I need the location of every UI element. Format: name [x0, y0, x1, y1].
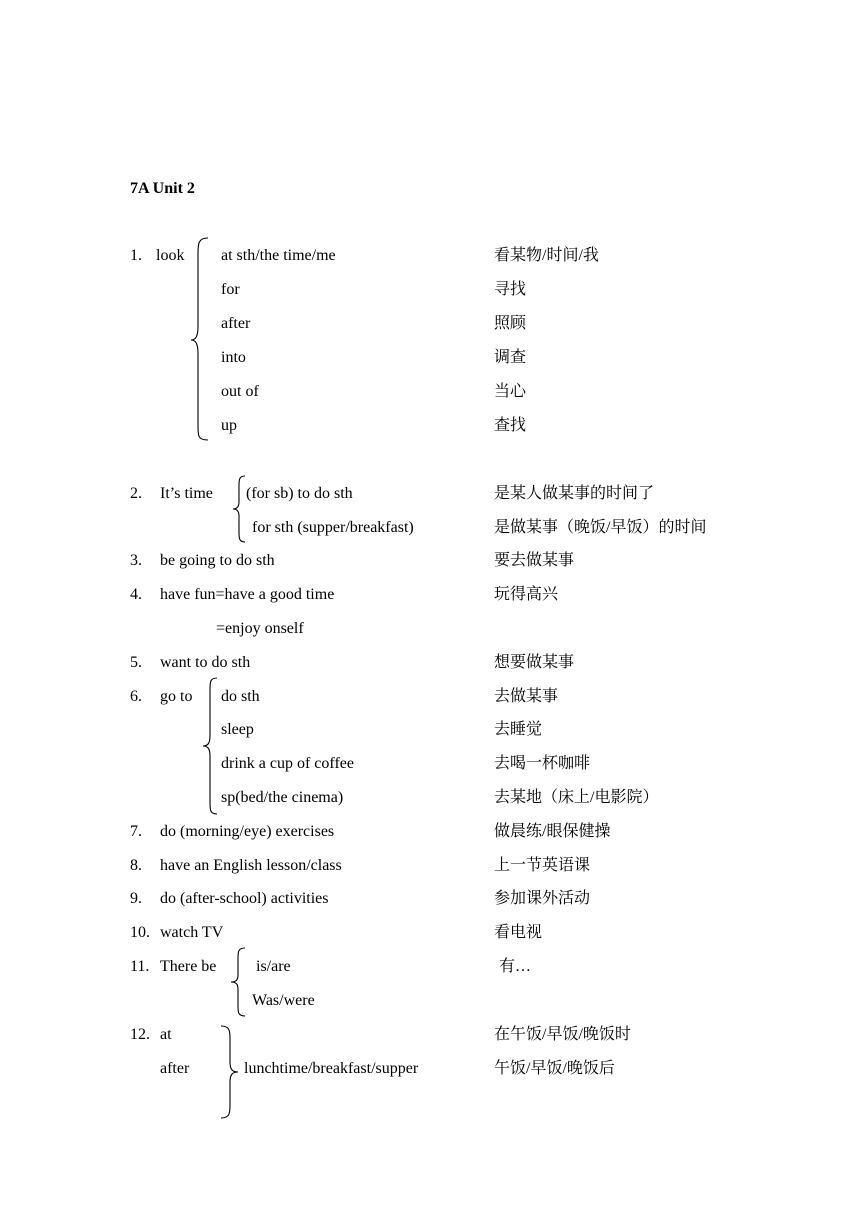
item-number: 8. [130, 857, 142, 874]
chinese-meaning: 参加课外活动 [494, 890, 591, 907]
phrase-ending: sp(bed/the cinema) [221, 789, 344, 806]
phrase-head: It’s time [160, 485, 213, 502]
page-title: 7A Unit 2 [130, 180, 195, 197]
item-number: 11. [130, 958, 150, 975]
phrase-ending: drink a cup of coffee [221, 755, 354, 772]
chinese-meaning: 做晨练/眼保健操 [494, 823, 611, 840]
curly-brace [228, 946, 248, 1018]
phrase-continuation: =enjoy onself [216, 620, 304, 637]
phrase: do (after-school) activities [160, 890, 329, 907]
phrase-head: look [156, 247, 185, 264]
item-number: 7. [130, 823, 142, 840]
phrase-ending: into [221, 349, 246, 366]
chinese-meaning: 查找 [494, 417, 527, 434]
item-number: 12. [130, 1026, 150, 1043]
chinese-meaning: 去做某事 [494, 688, 559, 705]
chinese-meaning: 照顾 [494, 315, 527, 332]
phrase-ending: is/are [256, 958, 291, 975]
phrase: have an English lesson/class [160, 857, 342, 874]
chinese-meaning: 在午饭/早饭/晚饭时 [494, 1026, 631, 1043]
phrase: want to do sth [160, 654, 251, 671]
chinese-meaning: 去喝一杯咖啡 [494, 755, 591, 772]
phrase-ending: for [221, 281, 240, 298]
phrase-ending: after [221, 315, 251, 332]
phrase-ending: lunchtime/breakfast/supper [244, 1060, 419, 1077]
phrase: be going to do sth [160, 552, 275, 569]
phrase-ending: for sth (supper/breakfast) [252, 519, 414, 536]
phrase: watch TV [160, 924, 224, 941]
chinese-meaning: 要去做某事 [494, 552, 575, 569]
item-number: 6. [130, 688, 142, 705]
chinese-meaning: 是某人做某事的时间了 [494, 485, 655, 502]
chinese-meaning: 看某物/时间/我 [494, 247, 599, 264]
item-number: 3. [130, 552, 142, 569]
item-number: 10. [130, 924, 150, 941]
chinese-meaning: 想要做某事 [494, 654, 575, 671]
phrase-ending: out of [221, 383, 259, 400]
phrase-ending: do sth [221, 688, 260, 705]
chinese-meaning: 看电视 [494, 924, 543, 941]
chinese-meaning: 寻找 [494, 281, 527, 298]
chinese-meaning: 当心 [494, 383, 527, 400]
phrase-head: at [160, 1026, 172, 1043]
item-number: 1. [130, 247, 142, 264]
chinese-meaning: 玩得高兴 [494, 586, 559, 603]
phrase: do (morning/eye) exercises [160, 823, 335, 840]
phrase-head: There be [160, 958, 217, 975]
phrase-ending: Was/were [252, 992, 315, 1009]
chinese-meaning: 调查 [494, 349, 527, 366]
phrase-head: go to [160, 688, 193, 705]
chinese-meaning: 去睡觉 [494, 721, 543, 738]
chinese-meaning: 上一节英语课 [494, 857, 591, 874]
phrase-ending: (for sb) to do sth [246, 485, 353, 502]
item-number: 5. [130, 654, 142, 671]
phrase-head: after [160, 1060, 190, 1077]
item-number: 9. [130, 890, 142, 907]
curly-brace [188, 236, 212, 442]
phrase-ending: sleep [221, 721, 254, 738]
chinese-meaning: 是做某事（晚饭/早饭）的时间 [494, 519, 707, 536]
curly-brace [218, 1024, 242, 1120]
phrase-ending: at sth/the time/me [221, 247, 336, 264]
chinese-meaning: 有… [499, 958, 532, 975]
phrase: have fun=have a good time [160, 586, 335, 603]
curly-brace [200, 676, 220, 816]
item-number: 2. [130, 485, 142, 502]
chinese-meaning: 去某地（床上/电影院） [494, 789, 659, 806]
chinese-meaning: 午饭/早饭/晚饭后 [494, 1060, 615, 1077]
phrase-ending: up [221, 417, 237, 434]
item-number: 4. [130, 586, 142, 603]
